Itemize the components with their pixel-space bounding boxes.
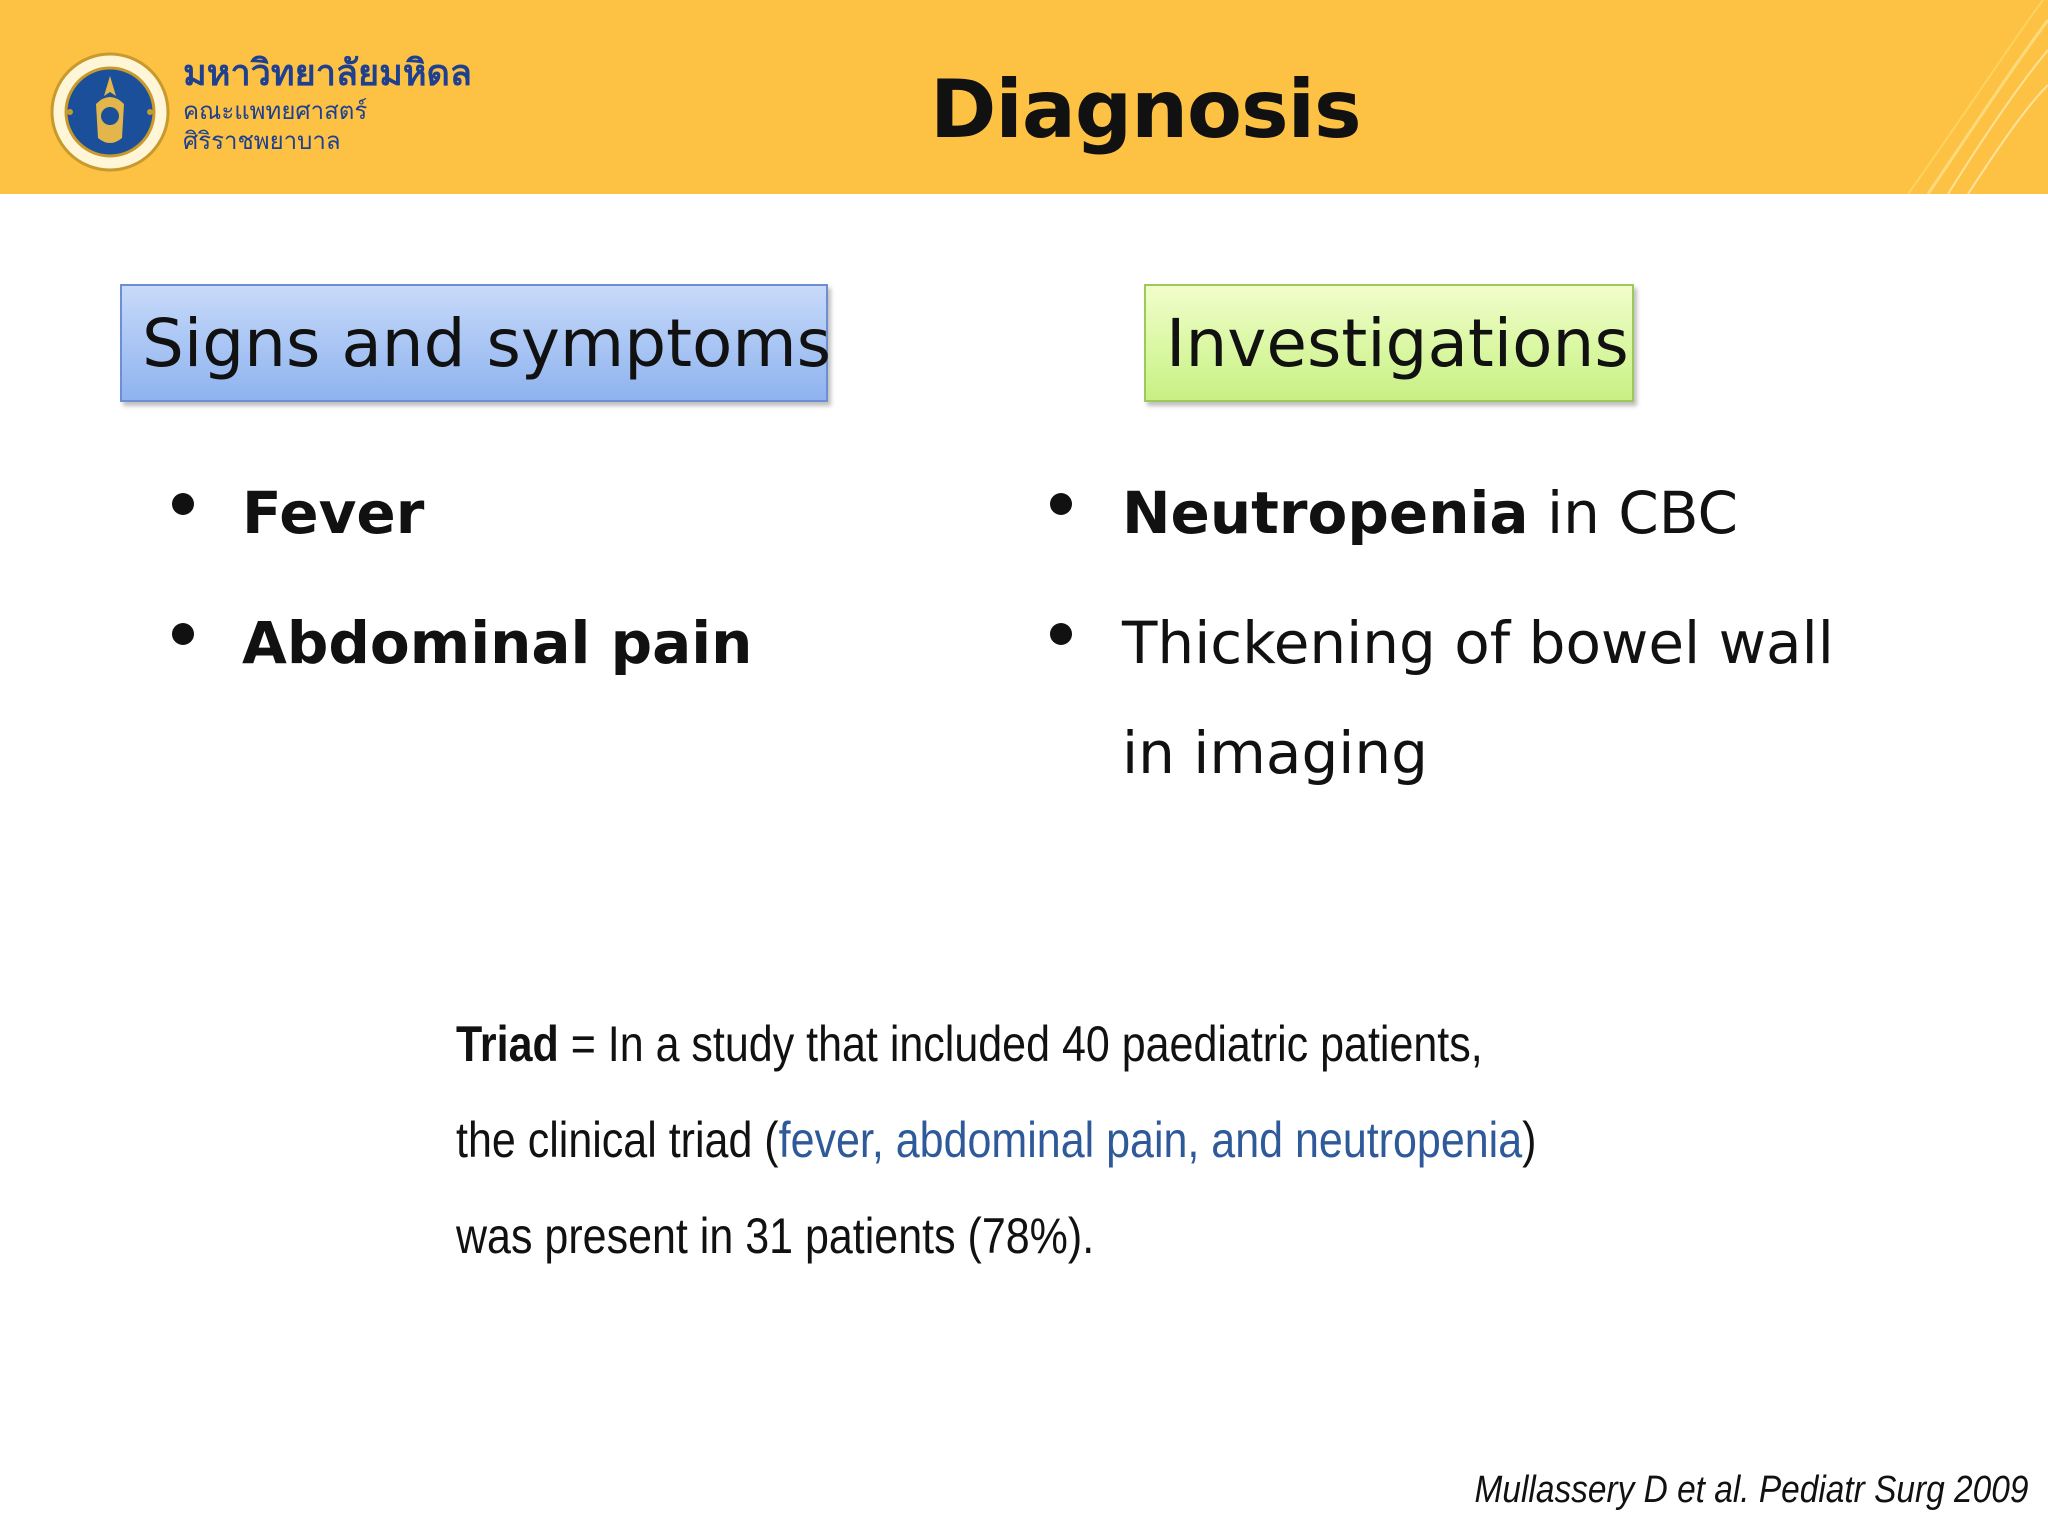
triad-line-3: was present in 31 patients (78%).	[456, 1208, 1095, 1264]
bullet-dot	[172, 493, 194, 515]
triad-line2-post: )	[1522, 1112, 1537, 1168]
investigations-item-thickening	[1122, 608, 1834, 678]
triad-line2-pre: the clinical triad (	[456, 1112, 779, 1168]
signs-item-fever	[242, 478, 424, 548]
triad-label: Triad	[456, 1016, 559, 1072]
brand-hospital-name: ศิริราชพยาบาล	[183, 127, 341, 155]
investigations-item-rest2: in imaging	[1122, 719, 1428, 787]
brand-block	[183, 52, 472, 156]
decorative-swoosh	[1868, 0, 2048, 194]
triad-paragraph	[456, 996, 1536, 1284]
citation: Mullassery D et al. Pediatr Surg 2009	[1474, 1469, 2028, 1511]
triad-line-1	[456, 996, 1536, 1092]
investigations-item-rest: Thickening of bowel wall	[1122, 609, 1834, 677]
brand-university-name: มหาวิทยาลัยมหิดล	[183, 53, 472, 94]
signs-heading-box: Signs and symptoms	[120, 284, 828, 402]
investigations-heading-box: Investigations	[1144, 284, 1634, 402]
mahidol-university-seal-icon	[50, 52, 170, 172]
bullet-dot	[172, 623, 194, 645]
header-banner	[0, 0, 2048, 194]
signs-item-label: Fever	[242, 479, 425, 547]
investigations-item-thickening-cont	[1122, 718, 1428, 788]
investigations-item-strong: Neutropenia	[1122, 479, 1529, 547]
signs-item-label: Abdominal pain	[242, 609, 753, 677]
bullet-dot	[1050, 623, 1072, 645]
triad-highlight: fever, abdominal pain, and neutropenia	[778, 1112, 1523, 1168]
brand-faculty-name: คณะแพทยศาสตร์	[183, 97, 368, 125]
page-title: Diagnosis	[930, 63, 1361, 156]
triad-line1-text: = In a study that included 40 paediatric patients,	[558, 1016, 1483, 1072]
investigations-item-neutropenia	[1122, 478, 1738, 548]
bullet-dot	[1050, 493, 1072, 515]
investigations-item-rest: in CBC	[1528, 479, 1739, 547]
triad-line-2	[456, 1092, 1536, 1188]
signs-item-abdominal-pain	[242, 608, 752, 678]
